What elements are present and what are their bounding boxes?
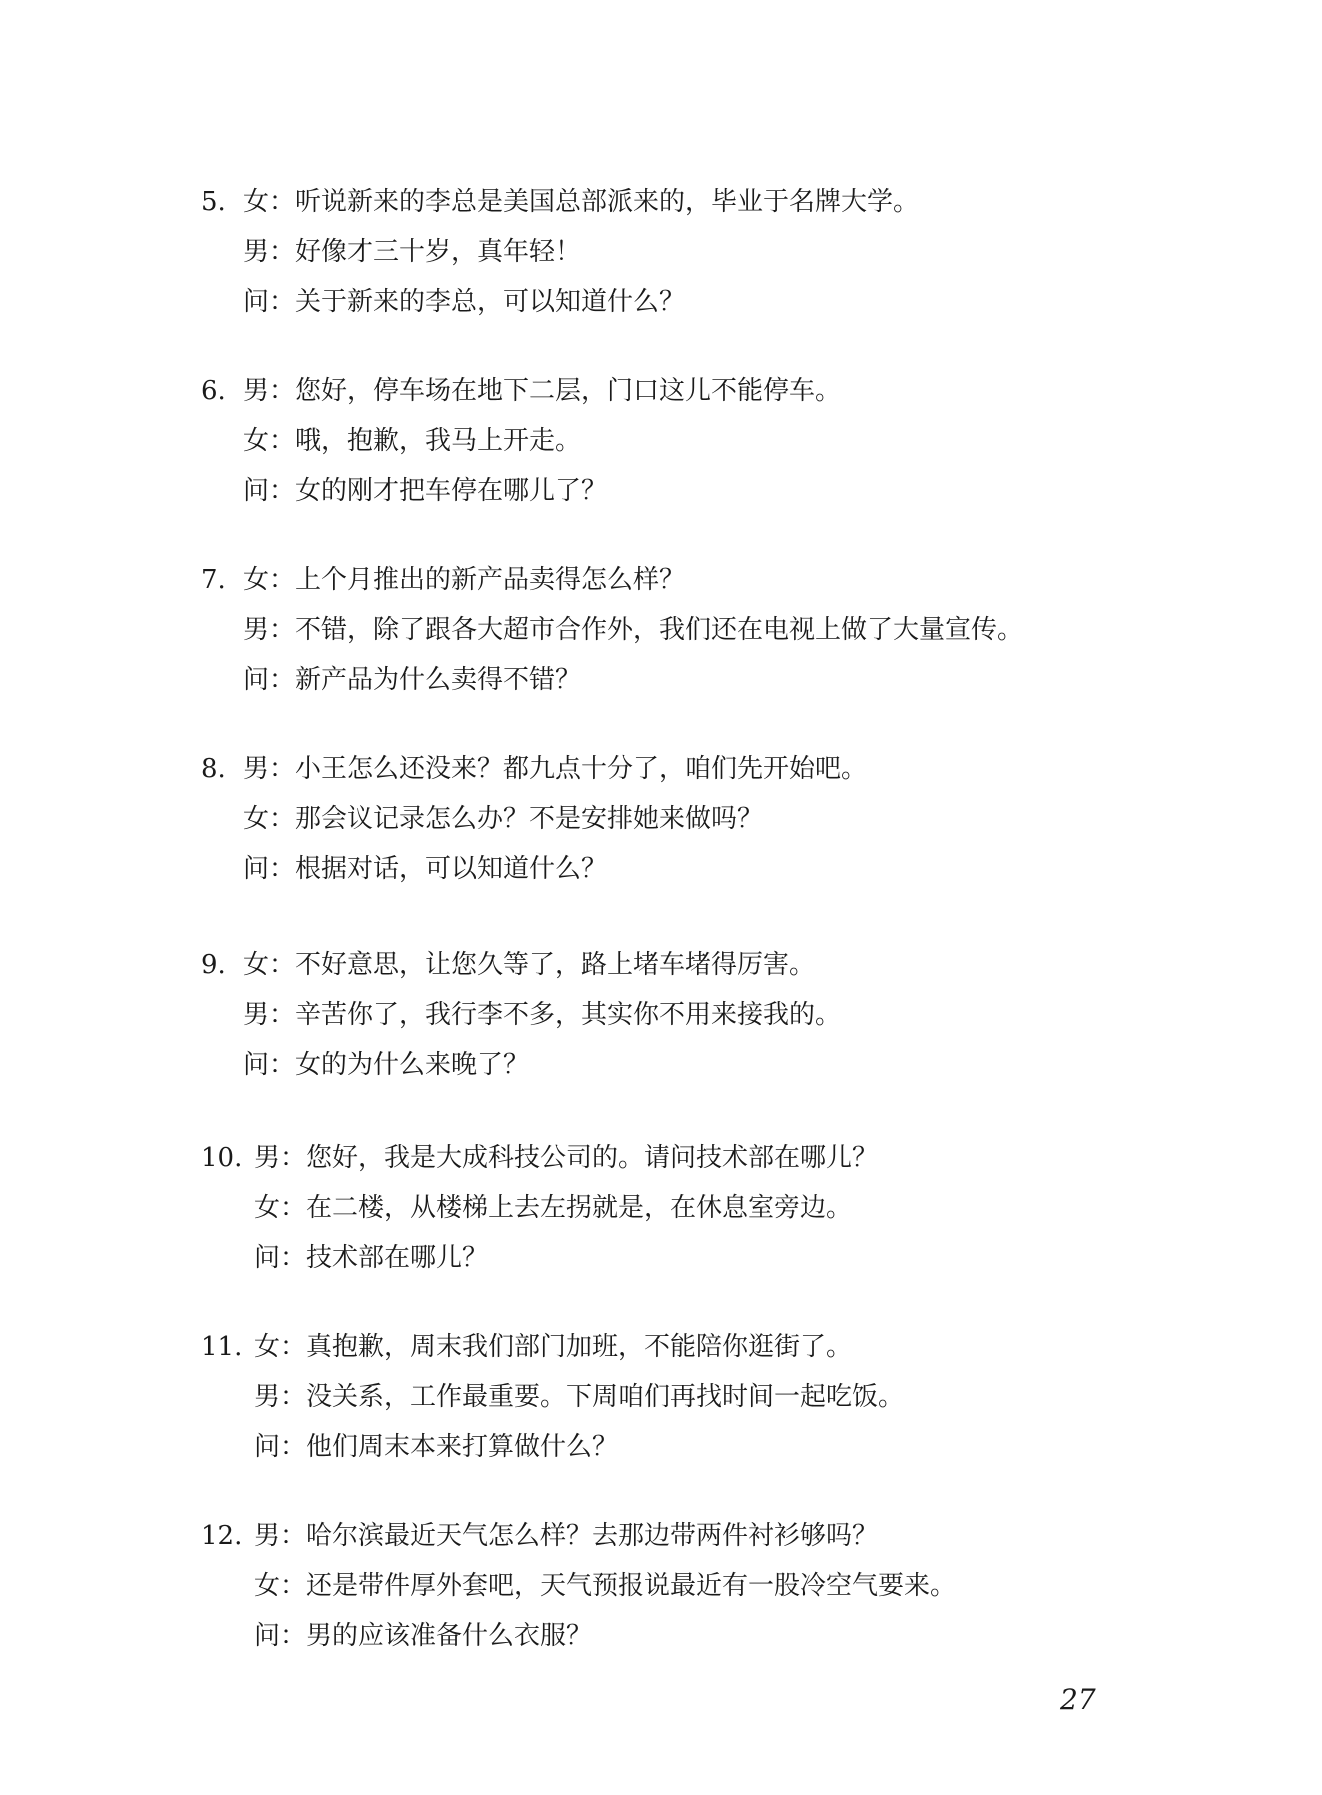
line-text: 女：真抱歉，周末我们部门加班，不能陪你逛街了。 <box>254 1332 853 1362</box>
dialogue-line <box>201 605 1221 655</box>
line-text: 女：还是带件厚外套吧，天气预报说最近有一股冷空气要来。 <box>254 1571 957 1601</box>
page-number: 27 <box>1060 1683 1096 1716</box>
line-text: 男：没关系，工作最重要。下周咱们再找时间一起吃饭。 <box>254 1382 905 1412</box>
line-text: 女：不好意思，让您久等了，路上堵车堵得厉害。 <box>243 950 816 980</box>
line-text: 问：女的为什么来晚了？ <box>243 1050 530 1080</box>
dialogue-line <box>201 1183 1221 1233</box>
item-number: 5. <box>201 187 226 217</box>
item-number: 6. <box>201 376 226 406</box>
question-line <box>201 1611 1221 1661</box>
dialogue-item-12 <box>201 1511 1221 1661</box>
dialogue-line <box>201 227 1221 277</box>
question-line <box>201 1422 1221 1472</box>
dialogue-line <box>201 1372 1221 1422</box>
item-number: 11. <box>201 1332 243 1362</box>
dialogue-line <box>201 794 1221 844</box>
line-text: 女：在二楼，从楼梯上去左拐就是，在休息室旁边。 <box>254 1193 853 1223</box>
dialogue-line <box>201 555 1221 605</box>
question-line <box>201 655 1221 705</box>
question-line <box>201 1233 1221 1283</box>
question-line <box>201 466 1221 516</box>
line-text: 问：男的应该准备什么衣服？ <box>254 1621 593 1651</box>
line-text: 男：辛苦你了，我行李不多，其实你不用来接我的。 <box>243 1000 842 1030</box>
line-text: 问：新产品为什么卖得不错？ <box>243 665 582 695</box>
dialogue-line <box>201 1561 1221 1611</box>
line-text: 问：女的刚才把车停在哪儿了？ <box>243 476 608 506</box>
line-text: 男：好像才三十岁，真年轻！ <box>243 237 582 267</box>
line-text: 女：上个月推出的新产品卖得怎么样？ <box>243 565 686 595</box>
dialogue-line <box>201 744 1221 794</box>
line-text: 女：那会议记录怎么办？不是安排她来做吗？ <box>243 804 764 834</box>
item-number: 8. <box>201 754 226 784</box>
line-text: 女：哦，抱歉，我马上开走。 <box>243 426 582 456</box>
line-text: 男：您好，我是大成科技公司的。请问技术部在哪儿？ <box>254 1143 879 1173</box>
question-line <box>201 1040 1221 1090</box>
item-number: 7. <box>201 565 226 595</box>
question-line <box>201 844 1221 894</box>
line-text: 男：小王怎么还没来？都九点十分了，咱们先开始吧。 <box>243 754 868 784</box>
dialogue-item-7 <box>201 555 1221 705</box>
dialogue-item-10 <box>201 1133 1221 1283</box>
item-number: 9. <box>201 950 226 980</box>
dialogue-item-5 <box>201 177 1221 327</box>
dialogue-item-9 <box>201 940 1221 1090</box>
dialogue-line <box>201 1133 1221 1183</box>
dialogue-line <box>201 1511 1221 1561</box>
dialogue-line <box>201 416 1221 466</box>
dialogue-line <box>201 366 1221 416</box>
line-text: 男：您好，停车场在地下二层，门口这儿不能停车。 <box>243 376 842 406</box>
dialogue-line <box>201 940 1221 990</box>
line-text: 男：哈尔滨最近天气怎么样？去那边带两件衬衫够吗？ <box>254 1521 879 1551</box>
line-text: 问：根据对话，可以知道什么？ <box>243 854 608 884</box>
line-text: 问：技术部在哪儿？ <box>254 1243 489 1273</box>
line-text: 问：关于新来的李总，可以知道什么？ <box>243 287 686 317</box>
dialogue-item-11 <box>201 1322 1221 1472</box>
line-text: 男：不错，除了跟各大超市合作外，我们还在电视上做了大量宣传。 <box>243 615 1024 645</box>
dialogue-line <box>201 177 1221 227</box>
line-text: 问：他们周末本来打算做什么？ <box>254 1432 619 1462</box>
line-text: 女：听说新来的李总是美国总部派来的，毕业于名牌大学。 <box>243 187 920 217</box>
dialogue-line <box>201 1322 1221 1372</box>
dialogue-item-6 <box>201 366 1221 516</box>
question-line <box>201 277 1221 327</box>
item-number: 12. <box>201 1521 243 1551</box>
item-number: 10. <box>201 1143 243 1173</box>
dialogue-line <box>201 990 1221 1040</box>
dialogue-item-8 <box>201 744 1221 894</box>
